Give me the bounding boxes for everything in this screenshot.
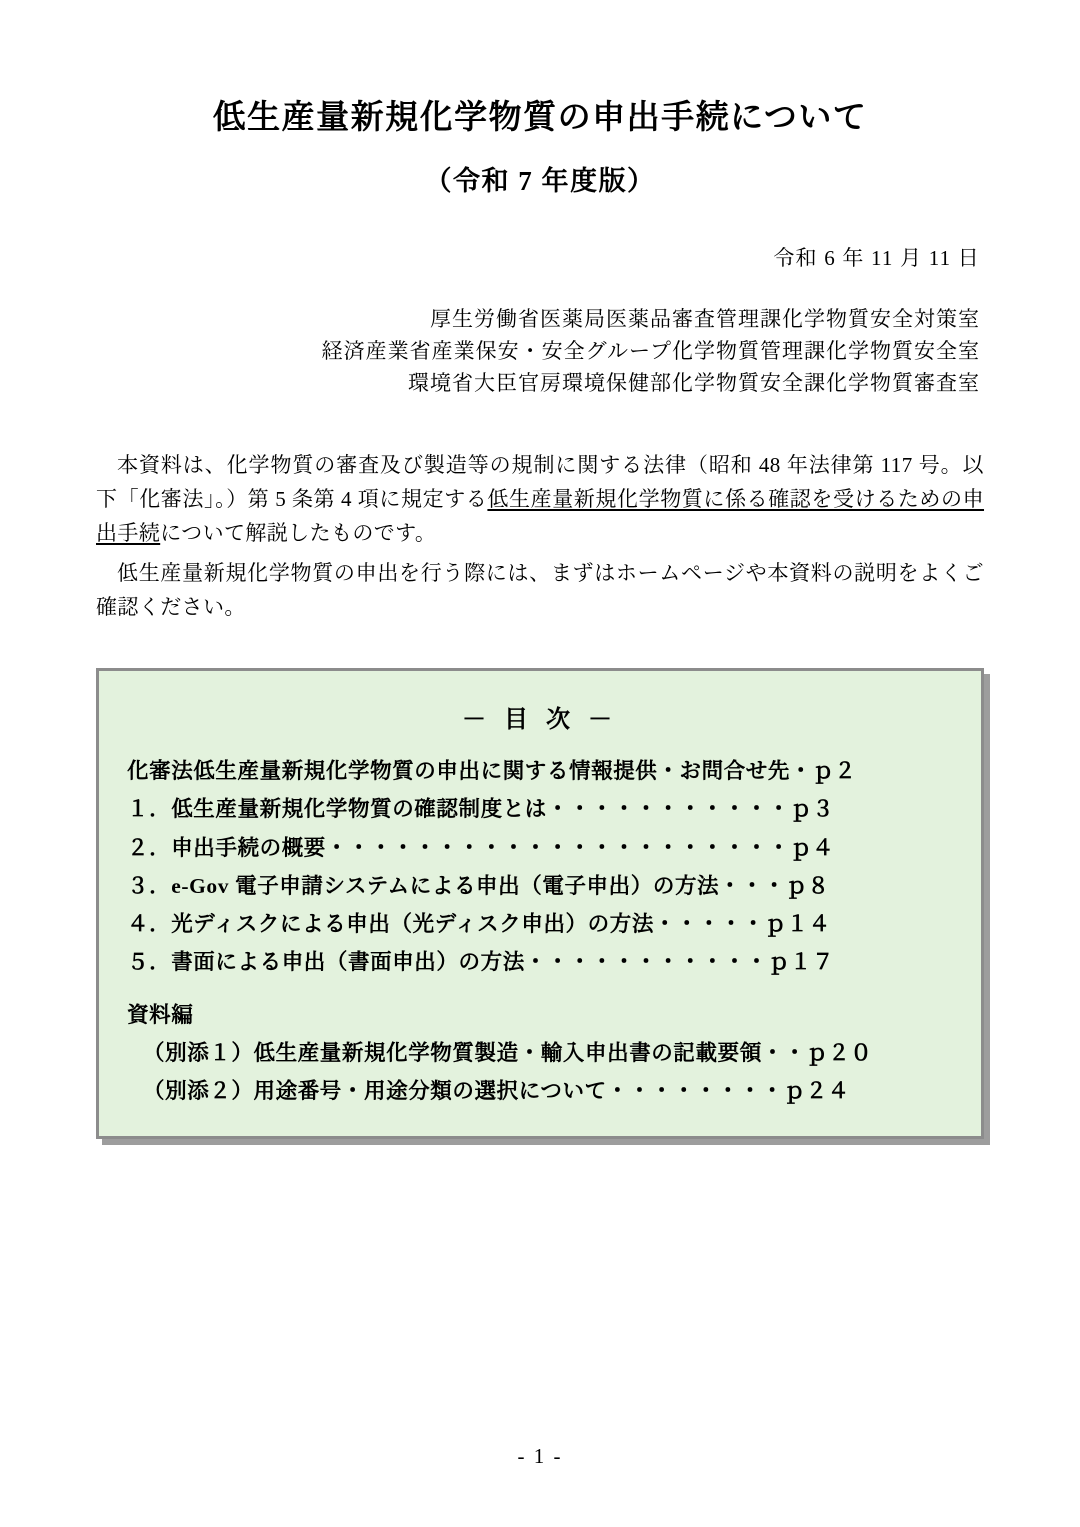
page-title: 低生産量新規化学物質の申出手続について [212, 100, 868, 136]
intro-paragraph-1-tail: について解説したものです。 [160, 521, 437, 545]
intro-paragraph-1 [96, 448, 984, 550]
toc-appendix-entry[interactable]: （別添２）用途番号・用途分類の選択について・・・・・・・・ｐ２４ [143, 1079, 850, 1104]
issuer-list [96, 272, 984, 400]
toc-box [96, 668, 984, 1139]
toc-entry[interactable]: 化審法低生産量新規化学物質の申出に関する情報提供・お問合せ先・ｐ２ [127, 759, 857, 784]
toc-entry[interactable]: １．低生産量新規化学物質の確認制度とは・・・・・・・・・・・ｐ３ [127, 797, 835, 822]
intro-paragraph-1-lead: 本資料は、化学物質の審査及び製造等の規制に関する法律（昭和 48 年法律第 117 号。以下「化審法」。）第 5 条第 4 項に規定する [96, 452, 984, 511]
toc-section-label: 資料編 [127, 1002, 194, 1027]
issuer-line: 経済産業省産業保安・安全グループ化学物質管理課化学物質安全室 [321, 339, 980, 364]
toc-entry[interactable]: ５．書面による申出（書面申出）の方法・・・・・・・・・・・ｐ１７ [127, 950, 835, 975]
toc-appendix-entry[interactable]: （別添１）低生産量新規化学物質製造・輸入申出書の記載要領・・ｐ２０ [143, 1040, 873, 1065]
issuer-line: 環境省大臣官房環境保健部化学物質安全課化学物質審査室 [408, 371, 980, 396]
toc-spacer [127, 982, 953, 996]
toc-list [127, 752, 953, 982]
document-date: 令和 6 年 11 月 11 日 [773, 246, 980, 271]
table-of-contents [96, 668, 984, 1139]
intro-paragraph-2: 低生産量新規化学物質の申出を行う際には、まずはホームページや本資料の説明をよくご確認ください。 [96, 561, 984, 620]
page-subtitle: （令和 7 年度版） [424, 166, 656, 197]
toc-heading: － 目 次 － [462, 707, 618, 734]
toc-entry[interactable]: ４．光ディスクによる申出（光ディスク申出）の方法・・・・・ｐ１４ [127, 912, 831, 937]
issuer-line: 厚生労働省医薬局医薬品審査管理課化学物質安全対策室 [430, 307, 980, 332]
intro-paragraph-1-underlined: 低生産量新規化学物質に係る確認を受けるための申出手続 [96, 486, 985, 545]
toc-entry[interactable]: ２．申出手続の概要・・・・・・・・・・・・・・・・・・・・・ｐ４ [127, 835, 835, 860]
toc-appendix-list [127, 1034, 953, 1111]
intro-body [96, 400, 984, 624]
page-number: - 1 - [517, 1444, 563, 1468]
toc-entry[interactable]: ３．e-Gov 電子申請システムによる申出（電子申出）の方法・・・ｐ８ [127, 873, 830, 898]
